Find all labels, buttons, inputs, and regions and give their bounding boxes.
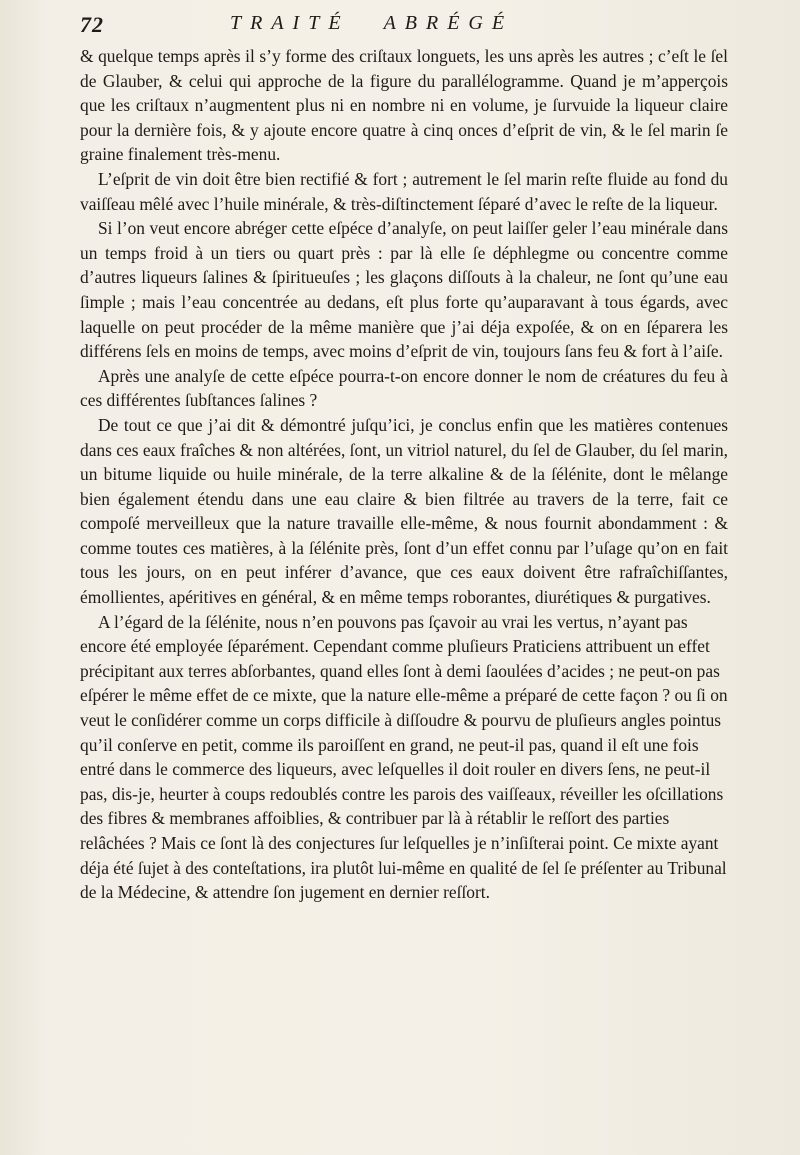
- paragraph-6: A l’égard de la ſélénite, nous n’en pouvons pas ſçavoir au vrai les vertus, n’ayant pas encore été employée ſéparément. Cependant comme pluſieurs Praticiens attribuent un effet précipitant aux terres abſorbantes, quand elles ſont à demi ſaoulées d’acides ; ne peut-on pas eſpérer le même effet de ce mixte, que la nature elle-même a préparé de cette façon ? ou ſi on veut le conſidérer comme un corps difficile à diſſoudre & pourvu de pluſieurs angles pointus qu’il conſerve en petit, comme ils paroiſſent en grand, ne peut-il pas, quand il eſt une fois entré dans le commerce des liqueurs, avec leſquelles il doit rouler en divers ſens, ne peut-il pas, dis-je, heurter à coups redoublés contre les parois des vaiſſeaux, réveiller les oſcillations des fibres & membranes affoiblies, & contribuer par là à rétablir le reſſort des parties relâchées ? Mais ce ſont là des conjectures ſur leſquelles je n’inſiſterai point. Ce mixte ayant déja été ſujet à des conteſtations, ira plutôt lui-même en qualité de ſel ſe préſenter au Tribunal de la Médecine, & attendre ſon jugement en dernier reſſort.: [80, 611, 728, 903]
- paragraph-1: & quelque temps après il s’y forme des criſtaux longuets, les uns après les autres ; c’eſt le ſel de Glauber, & celui qui approche de la figure du parallélogramme. Quand je m’apperçois que les criſtaux n’augmentent plus ni en nombre ni en volume, je ſurvuide la liqueur claire pour la dernière fois, & y ajoute encore quatre à cinq onces d’eſprit de vin, & le ſel marin ſe graine finalement très-menu.: [80, 46, 728, 165]
- page-number: 72: [80, 12, 104, 37]
- page-header: [80, 10, 700, 40]
- running-title: [230, 12, 513, 35]
- running-title-word-1: TRAITÉ: [230, 12, 350, 34]
- paragraph-3: Si l’on veut encore abréger cette eſpéce d’analyſe, on peut laiſſer geler l’eau minérale dans un temps froid à un tiers ou quart près : par là elle ſe déphlegme ou concentre comme d’autres liqueurs ſalines & ſpiritueuſes ; les glaçons diſſouts à la chaleur, ne ſont qu’une eau ſimple ; mais l’eau concentrée au dedans, eſt plus forte qu’auparavant à tous égards, avec laquelle on peut procéder de la même manière que j’ai déja expoſée, & on en ſéparera les différens ſels en moins de temps, avec moins d’eſprit de vin, toujours ſans feu & fort à l’aiſe.: [80, 218, 728, 362]
- paragraph-4: Après une analyſe de cette eſpéce pourra-t-on encore donner le nom de créatures du feu à ces différentes ſubſtances ſalines ?: [80, 365, 728, 411]
- body-text: [80, 44, 728, 905]
- paragraph-5: De tout ce que j’ai dit & démontré juſqu’ici, je conclus enfin que les matières contenues dans ces eaux fraîches & non altérées, ſont, un vitriol naturel, du ſel de Glauber, du ſel marin, un bitume liquide ou huile minérale, de la terre alkaline & de la ſélénite, dont le mêlange bien également étendu dans une eau claire & bien filtrée au travers de la terre, fait ce compoſé merveilleux que la nature travaille elle-même, & nous fournit abondamment : & comme toutes ces matières, à la ſélénite près, ſont d’un effet connu par l’uſage qu’on en fait tous les jours, on en peut inférer d’avance, que ces eaux doivent être rafraîchiſſantes, émollientes, apéritives en général, & en même temps roborantes, diurétiques & purgatives.: [80, 414, 728, 608]
- paragraph-2: L’eſprit de vin doit être bien rectifié & fort ; autrement le ſel marin reſte fluide au fond du vaiſſeau mêlé avec l’huile minérale, & très-diſtinctement ſéparé d’avec le reſte de la liqueur.: [80, 168, 728, 214]
- running-title-word-2: ABRÉGÉ: [383, 12, 514, 34]
